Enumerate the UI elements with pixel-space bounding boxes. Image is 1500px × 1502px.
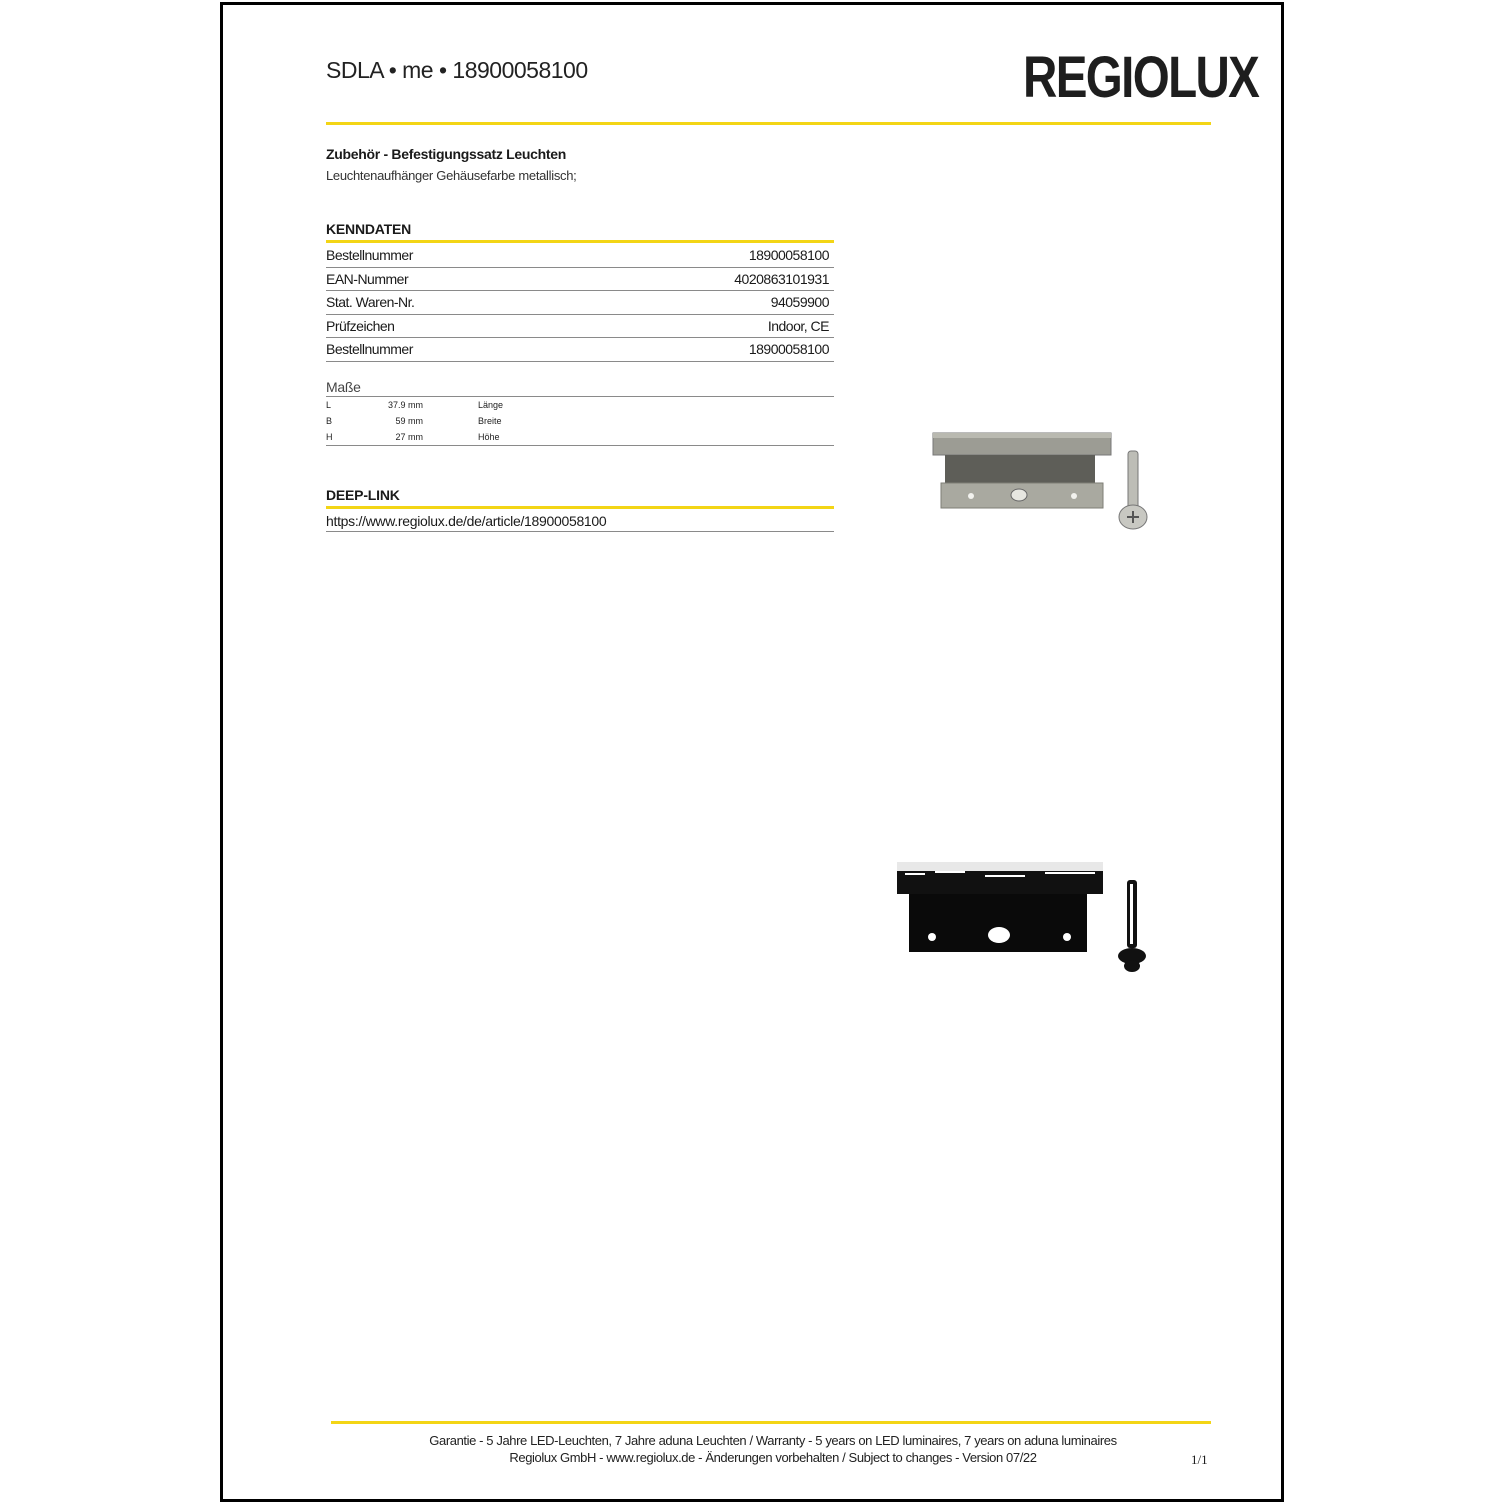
row-label: Bestellnummer: [326, 341, 413, 358]
table-row: [326, 244, 834, 268]
table-row: [326, 338, 834, 362]
footer-divider: [331, 1421, 1211, 1424]
dimension-value: 59 mm: [395, 416, 423, 426]
row-value: Indoor, CE: [767, 317, 829, 334]
row-value: 4020863101931: [734, 270, 829, 287]
table-row: [326, 397, 834, 413]
table-row: [326, 413, 834, 429]
product-photo: [923, 425, 1163, 540]
row-value: 18900058100: [748, 247, 829, 263]
datasheet-page: [220, 2, 1284, 1502]
dimension-description: Länge: [478, 400, 504, 410]
kenndaten-table: [326, 244, 834, 362]
dimension-value: 37.9 mm: [387, 400, 423, 410]
masse-heading: Maße: [326, 379, 361, 395]
row-label: Bestellnummer: [326, 247, 413, 263]
product-description: Leuchtenaufhänger Gehäusefarbe metallisch;: [326, 168, 577, 183]
footer-company: Regiolux GmbH - www.regiolux.de - Änderungen vorbehalten / Subject to changes - Version 07/22: [509, 1450, 1037, 1465]
deeplink-divider: [326, 506, 834, 509]
kenndaten-heading: KENNDATEN: [326, 221, 412, 237]
row-value: 94059900: [770, 294, 829, 311]
masse-table: [326, 396, 834, 446]
row-label: Prüfzeichen: [326, 317, 395, 334]
table-row: [326, 429, 834, 445]
brand-logo: REGIOLUX: [1023, 45, 1259, 110]
product-title: Zubehör - Befestigungssatz Leuchten: [326, 146, 566, 162]
table-row: [326, 315, 834, 339]
page-number: 1/1: [1191, 1452, 1208, 1467]
dimension-description: Breite: [478, 416, 502, 426]
dimension-symbol: H: [326, 432, 333, 442]
deeplink-heading: DEEP-LINK: [326, 487, 400, 503]
table-row: [326, 268, 834, 292]
row-label: EAN-Nummer: [326, 270, 409, 287]
header-divider: [326, 122, 1211, 125]
table-row: [326, 291, 834, 315]
document-title: SDLA • me • 18900058100: [326, 57, 588, 83]
dimension-symbol: B: [326, 416, 333, 426]
footer-warranty: Garantie - 5 Jahre LED-Leuchten, 7 Jahre aduna Leuchten / Warranty - 5 years on LED luminaires, 7 years on aduna luminaires: [429, 1433, 1117, 1448]
dimension-value: 27 mm: [395, 432, 423, 442]
kenndaten-divider: [326, 240, 834, 243]
dimension-symbol: L: [326, 400, 332, 410]
row-value: 18900058100: [748, 341, 829, 358]
dimension-description: Höhe: [478, 432, 500, 442]
deeplink-url[interactable]: https://www.regiolux.de/de/article/18900058100: [326, 511, 834, 532]
row-label: Stat. Waren-Nr.: [326, 294, 415, 311]
product-drawing: [895, 860, 1155, 980]
